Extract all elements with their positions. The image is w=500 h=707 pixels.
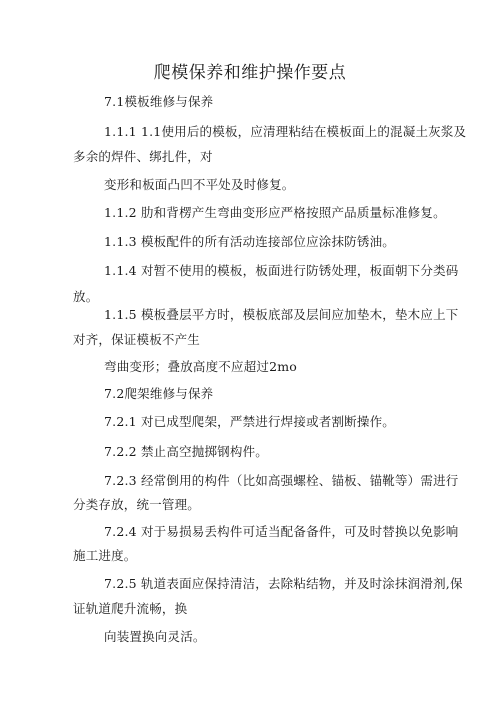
paragraph-line: 1.1.1 1.1使用后的模板，应清理粘结在模板面上的混凝土灰浆及: [104, 124, 467, 139]
paragraph-line: 7.2.1 对已成型爬架，严禁进行焊接或者割断操作。: [104, 414, 395, 429]
paragraph-line: 变形和板面凸凹不平处及时修复。: [104, 177, 295, 192]
paragraph-line: 7.2.2 禁止高空抛掷钢构件。: [104, 444, 268, 459]
section-heading-7-2: 7.2爬架维修与保养: [104, 386, 214, 401]
section-heading-7-1: 7.1模板维修与保养: [104, 94, 214, 109]
paragraph-line: 7.2.4 对于易损易丢构件可适当配备备件，可及时替换以免影响: [104, 524, 459, 539]
paragraph-line: 分类存放，统一管理。: [73, 497, 201, 512]
document-title: 爬模保养和维护操作要点: [153, 63, 347, 83]
paragraph-line: 放。: [73, 289, 99, 304]
paragraph-line: 多余的焊件、绑扎件，对: [73, 149, 213, 164]
paragraph-line: 证轨道爬升流畅，换: [73, 601, 188, 616]
paragraph-line: 1.1.3 模板配件的所有活动连接部位应涂抹防锈油。: [104, 234, 395, 249]
paragraph-line: 施工进度。: [73, 548, 137, 563]
paragraph-line: 1.1.2 肋和背楞产生弯曲变形应严格按照产品质量标准修复。: [104, 205, 446, 220]
paragraph-line: 7.2.5 轨道表面应保持清洁，去除粘结物，并及时涂抹润滑剂,保: [104, 576, 463, 591]
paragraph-line: 弯曲变形；叠放高度不应超过2mo: [104, 359, 298, 374]
paragraph-line: 1.1.4 对暂不使用的模板，板面进行防锈处理，板面朝下分类码: [104, 263, 459, 278]
paragraph-line: 对齐，保证模板不产生: [73, 332, 201, 347]
paragraph-line: 7.2.3 经常倒用的构件（比如高强螺栓、锚板、锚靴等）需进行: [104, 473, 459, 488]
paragraph-line: 向装置换向灵活。: [104, 629, 206, 644]
paragraph-line: 1.1.5 模板叠层平方时，模板底部及层间应加垫木，垫木应上下: [104, 307, 459, 322]
